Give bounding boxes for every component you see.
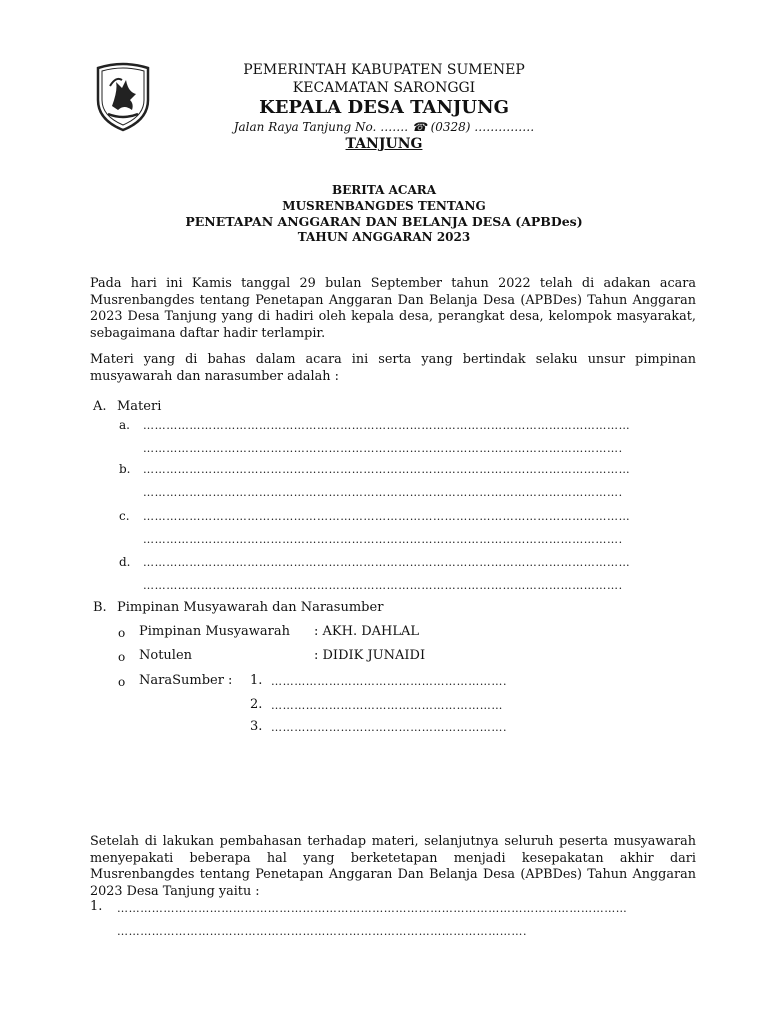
section-b-marker: B. (93, 600, 107, 615)
narasumber-2-marker: 2. (250, 697, 263, 712)
materi-c-line1: ……………………………………………………………………………………………………………… (143, 510, 631, 523)
village-name: TANJUNG (345, 136, 423, 152)
village-head-heading: KEPALA DESA TANJUNG (259, 97, 509, 118)
bullet-notulen: o (118, 650, 126, 664)
notulen-value: : DIDIK JUNAIDI (314, 648, 426, 663)
materi-b-line1: ……………………………………………………………………………………………………………… (143, 463, 631, 476)
agreement-1-line1: …………………………………………………………………………………………………………………… (117, 902, 628, 915)
agenda-paragraph: Materi yang di bahas dalam acara ini serta yang bertindak selaku unsur pimpinan musyawarah dan narasumber adalah : (90, 352, 696, 384)
notulen-label: Notulen (139, 648, 193, 663)
narasumber-3-dots: ……………………………………………………. (271, 721, 508, 734)
materi-d-line2: ……………………………………………………………………………………………………………. (143, 579, 623, 592)
materi-d-line1: ……………………………………………………………………………………………………………… (143, 556, 631, 569)
materi-b-line2: ……………………………………………………………………………………………………………. (143, 486, 623, 499)
narasumber-2-dots: …………………………………………………… (271, 699, 503, 712)
materi-a-line2: ……………………………………………………………………………………………………………. (143, 442, 623, 455)
narasumber-label: NaraSumber : (139, 673, 233, 688)
bullet-pimpinan: o (118, 626, 126, 640)
materi-c-line2: ……………………………………………………………………………………………………………. (143, 533, 623, 546)
agreement-1-marker: 1. (90, 899, 103, 914)
doc-title-line4: TAHUN ANGGARAN 2023 (297, 230, 471, 244)
narasumber-1-dots: ……………………………………………………. (271, 675, 508, 688)
materi-b-marker: b. (119, 462, 131, 476)
pimpinan-label: Pimpinan Musyawarah (139, 624, 291, 639)
doc-title-line1: BERITA ACARA (331, 183, 437, 197)
agreement-paragraph: Setelah di lakukan pembahasan terhadap materi, selanjutnya seluruh peserta musyawarah menyepakati beberapa hal yang berketetapan menjadi kesepakatan akhir dari Musrenbangdes tentang Penetapan Anggaran Dan Belanja Desa (APBDes) Tahun Anggaran 2023 Desa Tanjung yaitu : (90, 834, 696, 899)
address-line: Jalan Raya Tanjung No. ……. ☎ (0328) …………… (233, 120, 535, 134)
district-name: KECAMATAN SARONGGI (292, 80, 476, 96)
doc-title-line3: PENETAPAN ANGGARAN DAN BELANJA DESA (APBDes) (185, 214, 583, 229)
agreement-1-line2: ……………………………………………………………………………………………. (117, 925, 528, 938)
materi-c-marker: c. (119, 509, 130, 523)
narasumber-1-marker: 1. (250, 673, 263, 688)
section-a-label: Materi (117, 399, 162, 414)
materi-a-line1: ……………………………………………………………………………………………………………… (143, 419, 631, 432)
materi-d-marker: d. (119, 555, 131, 569)
doc-title-line2: MUSRENBANGDES TENTANG (282, 199, 486, 213)
bullet-narasumber: o (118, 675, 126, 689)
section-b-label: Pimpinan Musyawarah dan Narasumber (117, 600, 384, 615)
materi-a-marker: a. (119, 418, 130, 432)
section-a-marker: A. (93, 399, 107, 414)
opening-paragraph: Pada hari ini Kamis tanggal 29 bulan September tahun 2022 telah di adakan acara Musrenbangdes tentang Penetapan Anggaran Dan Belanja Desa (APBDes) Tahun Anggaran 2023 Desa Tanjung yang di hadiri oleh kepala desa, perangkat desa, kelompok masyarakat, sebagaimana daftar hadir terlampir. (90, 276, 696, 341)
pimpinan-value: : AKH. DAHLAL (314, 624, 420, 639)
government-name: PEMERINTAH KABUPATEN SUMENEP (243, 62, 525, 78)
narasumber-3-marker: 3. (250, 719, 263, 734)
